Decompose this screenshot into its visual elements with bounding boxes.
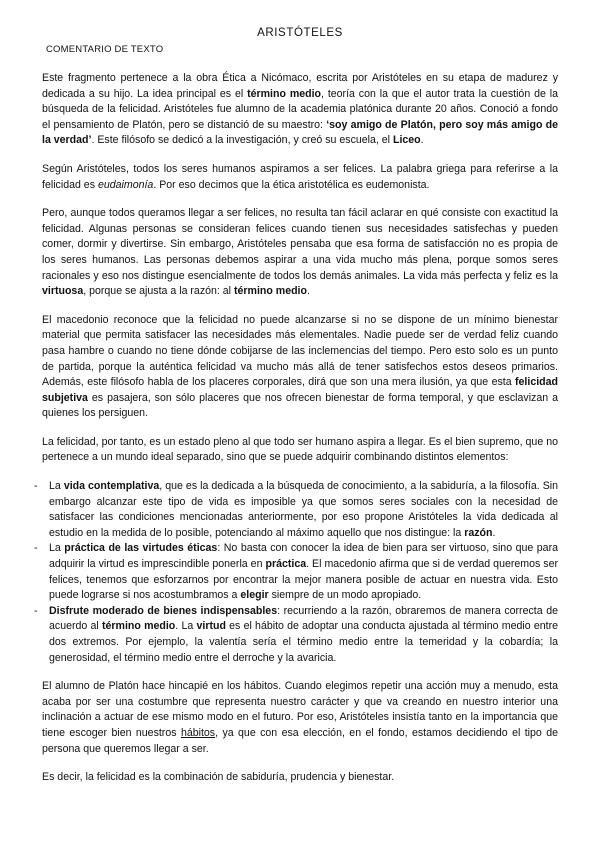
list-dash: - [34, 604, 38, 617]
text-run: . La [175, 620, 197, 633]
text-run: , porque se ajusta a la razón: al [83, 285, 234, 298]
list-item [34, 604, 558, 666]
emphasis-text: virtud [196, 620, 226, 633]
emphasis-text: razón [464, 526, 493, 539]
text-run: El alumno de Platón hace hincapié en los hábitos. Cuando elegimos repetir una acción muy a menudo, esta acaba por ser una costumbre que representa nuestro carácter y que va creando en nuestro interior una inclinación a actuar de ese mismo modo en el futuro. Por eso, Aristóteles insistía tanto en la importancia que tiene escoger bien nuestros [42, 680, 558, 739]
paragraph-habits [42, 679, 558, 757]
text-run: . Este filósofo se dedicó a la investigación, y creó su escuela, el [91, 134, 393, 147]
emphasis-text: vida contemplativa [63, 480, 160, 493]
text-run: : No basta con conocer la idea de bien para ser virtuoso, sino que para adquirir la virtud es imprescindible ponerla en [49, 542, 558, 571]
text-run: es el hábito de adoptar una conducta ajustada al término medio entre dos extremos. Por ejemplo, la valentía sería el término medio entre la temeridad y la cobardía; la generosidad, el término medio entre el derroche y la avaricia. [49, 620, 558, 664]
text-run: , teoría con la que el autor trata la cuestión de la búsqueda de la felicidad. Aristóteles fue alumno de la academia platónica durante 20 años. Conoció a fondo el pensamiento de Platón, pero se distanció de su maestro: [42, 87, 558, 131]
emphasis-text: ‘soy amigo de Platón, pero soy más amigo de la verdad’ [42, 118, 558, 147]
text-run: . El macedonio afirma que si de verdad queremos ser felices, tenemos que esforzarnos por encontrar la mejor manera posible de actuar en nuestra vida. Esto puede lograrse si nos acostumbramos a [49, 558, 559, 602]
text-run: Es decir, la felicidad es la combinación de sabiduría, prudencia y bienestar. [42, 771, 395, 784]
emphasis-text: Disfrute moderado de bienes indispensables [49, 604, 278, 617]
list-item [34, 541, 559, 603]
list-dash: - [34, 542, 38, 555]
emphasis-text: práctica [265, 558, 307, 571]
emphasis-text: elegir [240, 589, 269, 602]
text-run: : recurriendo a la razón, obraremos de manera correcta de acuerdo al [49, 604, 558, 633]
text-run: La felicidad, por tanto, es un estado pleno al que todo ser humano aspira a llegar. Es el bien supremo, que no pertenece a un mundo ideal separado, sino que se puede adquirir combinando distintos elementos: [42, 435, 558, 464]
text-run: El macedonio reconoce que la felicidad no puede alcanzarse si no se dispone de un mínimo bienestar material que permita satisfacer las necesidades más elementales. Nadie puede ser de verdad feliz cuando pasa hambre o cuando no tiene dónde cobijarse de las inclemencias del tiempo. Pero esto solo es un punto de partida, porque la auténtica felicidad va mucho más allá de tener satisfechos estos deseos primarios. Además, este filósofo habla de los placeres corporales, dirá que son una mera ilusión, ya que esta [42, 313, 558, 389]
paragraph-virtue [42, 206, 558, 300]
text-run: . [306, 285, 310, 298]
paragraph-supreme-good [42, 435, 558, 466]
emphasis-text: hábitos [180, 726, 216, 739]
list-item-text [49, 542, 558, 601]
emphasis-text: eudaimonía [97, 178, 154, 191]
emphasis-text: Liceo [392, 134, 421, 147]
list-item [34, 479, 559, 541]
text-run: . Por eso decimos que la ética aristotélica es eudemonista. [153, 178, 430, 191]
text-run: , que es la dedicada a la búsqueda de conocimiento, a la sabiduría, a la filosofía. Sin embargo alcanzar este tipo de vida es imposible ya que somos seres sociales con la necesidad de satisfacer las condiciones mencionadas anteriormente, por eso propone Aristóteles la vida dedicada al estudio en la medida de lo posible, potenciando al máximo aquello que nos distingue: la [49, 480, 559, 539]
paragraph-material-wellbeing [42, 313, 558, 422]
list-item-text [49, 605, 558, 664]
text-run: La [49, 480, 64, 493]
emphasis-text: término medio [102, 620, 176, 633]
paragraph-eudaimonia [42, 162, 558, 193]
paragraph-conclusion [42, 770, 558, 786]
text-run: es pasajera, son sólo placeres que nos ofrecen bienestar de forma temporal, y que esclavizan a quienes los persiguen. [42, 391, 558, 420]
emphasis-text: felicidad subjetiva [42, 376, 558, 404]
emphasis-text: práctica de las virtudes éticas [64, 542, 218, 555]
emphasis-text: término medio [247, 87, 322, 100]
elements-list [34, 479, 559, 666]
text-run: . [420, 134, 424, 147]
list-dash: - [34, 480, 38, 493]
text-run: Pero, aunque todos queramos llegar a ser felices, no resulta tan fácil aclarar en qué consiste con exactitud la felicidad. Algunas personas se consideran felices cuando tienen sus necesidades satisfechas y pueden comer, dormir y divertirse. Sin embargo, Aristóteles pensaba que esa forma de satisfacción no es propia de los seres humanos. Las personas debemos aspirar a una vida mucho más plena, porque somos seres racionales y eso nos distingue esencialmente de todos los demás animales. La vida más perfecta y feliz es la [42, 207, 558, 282]
emphasis-text: virtuosa [42, 285, 84, 298]
text-run: , ya que con esa elección, en el fondo, estamos decidiendo el tipo de persona que queremos llegar a ser. [42, 726, 558, 755]
text-run: Según Aristóteles, todos los seres humanos aspiramos a ser felices. La palabra griega para referirse a la felicidad es [42, 162, 558, 191]
text-run: . [492, 526, 496, 539]
list-item-text [49, 480, 558, 539]
text-run: Este fragmento pertenece a la obra Ética a Nicómaco, escrita por Aristóteles en su etapa de madurez y dedicada a su hijo. La idea principal es el [42, 72, 558, 100]
document-body [34, 71, 559, 799]
document-subtitle: COMENTARIO DE TEXTO [46, 44, 164, 55]
emphasis-text: término medio [233, 285, 307, 298]
text-run: siempre de un modo apropiado. [268, 589, 422, 602]
document-title: ARISTÓTELES [257, 27, 343, 39]
paragraph-intro [42, 71, 558, 149]
text-run: La [49, 542, 65, 555]
